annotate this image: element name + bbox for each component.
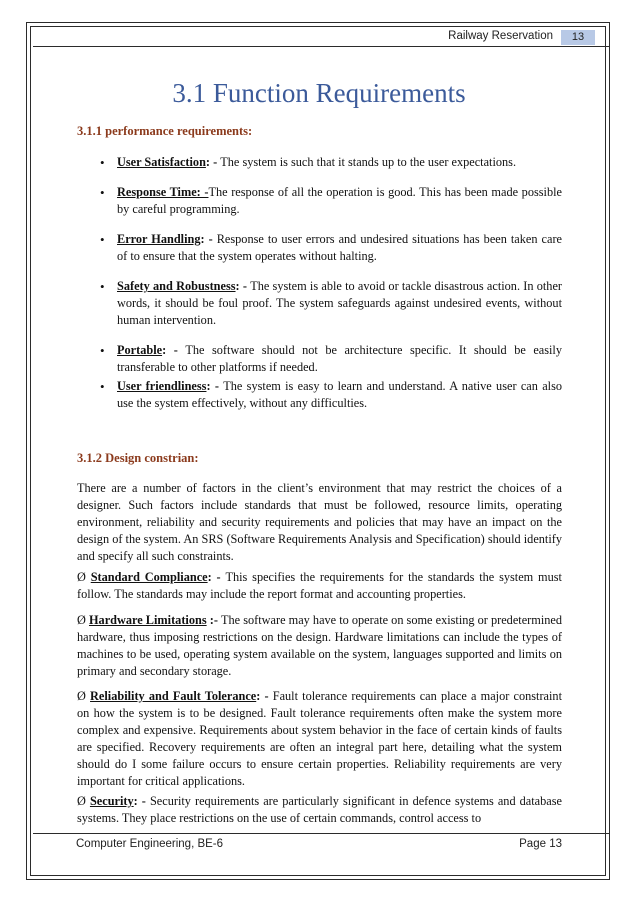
constraint-paragraph (77, 612, 562, 680)
item-term: Error Handling (117, 232, 201, 246)
bullet-marker: Ø (77, 570, 91, 584)
footer-page-number: Page 13 (519, 838, 562, 850)
constraint-paragraph (77, 793, 562, 827)
page-heading: 3.1 Function Requirements (172, 78, 466, 108)
constraint-sep: :- (206, 613, 222, 627)
design-intro-paragraph: There are a number of factors in the client’s environment that may restrict the choices of a designer. Such factors include standards that must be followed, resource limits, operating environment, reliability and security requirements and policies that may have an impact on the design of the system. An SRS (Software Requirements Analysis and Specification) should identify and specify all such constraints. (77, 481, 562, 563)
item-text: The system is able to avoid or tackle disastrous action. In other words, it should be foul proof. The system safeguards against undesired events, without human intervention. (117, 279, 562, 327)
constraint-term: Security (89, 794, 134, 808)
item-text: The response of all the operation is good. This has been made possible by careful programming. (117, 185, 562, 216)
constraint-text: The software may have to operate on some existing or predetermined hardware, thus imposing restrictions on the design. Hardware limitations can include the types of machines to be used, operating system available on the system, languages supported and limits on primary and secondary storage. (77, 613, 562, 678)
header-page-badge: 13 (561, 30, 595, 45)
constraint-term: Reliability and Fault Tolerance (90, 689, 257, 703)
item-text: The system is such that it stands up to the user expectations. (220, 155, 517, 169)
footer-course: Computer Engineering, BE-6 (76, 838, 224, 850)
item-term: Portable (117, 343, 163, 357)
constraint-term: Hardware Limitations (88, 613, 207, 627)
section-title-design: 3.1.2 Design constrian: (77, 451, 199, 465)
header-title: Railway Reservation (448, 30, 553, 42)
item-sep: : - (162, 343, 186, 357)
bullet-marker: Ø (77, 794, 90, 808)
performance-list (100, 154, 562, 412)
item-term: Safety and Robustness (117, 279, 236, 293)
item-sep: : - (200, 232, 217, 246)
constraint-sep: : - (207, 570, 226, 584)
constraint-paragraph (77, 688, 562, 790)
section-title-performance: 3.1.1 performance requirements: (77, 124, 253, 138)
list-item (100, 342, 562, 376)
constraint-text: Security requirements are particularly significant in defence systems and database systems. They place restrictions on the use of certain commands, control access to (77, 794, 562, 825)
item-term: Response Time: - (117, 185, 209, 199)
list-item (100, 278, 562, 329)
list-item (100, 184, 562, 218)
list-item (100, 154, 562, 171)
footer-rule (33, 833, 610, 834)
constraint-sep: : - (133, 794, 150, 808)
item-text: Response to user errors and undesired situations has been taken care of to ensure that the system operates without halting. (117, 232, 562, 263)
constraint-paragraph (77, 569, 562, 603)
list-item (100, 231, 562, 265)
constraint-term: Standard Compliance (90, 570, 208, 584)
item-sep: : - (206, 379, 224, 393)
constraint-text: Fault tolerance requirements can place a major constraint on how the system is to be designed. Fault tolerance requirements often make the system more complex and expensive. Requirements about system behavior in the face of certain kinds of faults are specified. Recovery requirements are often an integral part here, detailing what the system should do I some failure occurs to ensure certain properties. Reliability requirements are very important for critical applications. (77, 689, 562, 788)
item-text: The system is easy to learn and understand. A native user can also use the system effectively, without any difficulties. (117, 379, 562, 410)
list-item (100, 378, 562, 412)
header-rule (33, 46, 610, 47)
constraint-sep: : - (256, 689, 273, 703)
item-sep: : - (205, 155, 221, 169)
item-sep: : - (235, 279, 251, 293)
constraint-text: This specifies the requirements for the standards the system must follow. The standards may include the report format and accounting properties. (77, 570, 562, 601)
bullet-marker: Ø (77, 689, 91, 703)
bullet-marker: Ø (77, 613, 89, 627)
item-text: The software should not be architecture specific. It should be easily transferable to other platforms if needed. (117, 343, 562, 374)
item-term: User friendliness (117, 379, 207, 393)
item-term: User Satisfaction (117, 155, 206, 169)
